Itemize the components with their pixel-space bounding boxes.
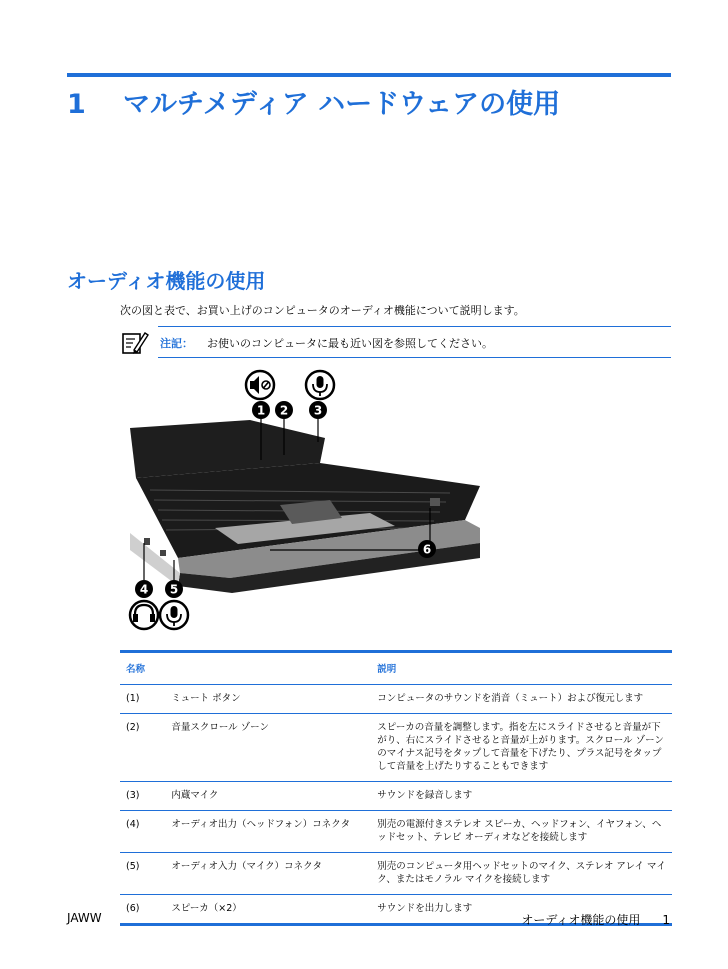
row-description: コンピュータのサウンドを消音（ミュート）および復元します	[371, 685, 672, 714]
row-description: 別売のコンピュータ用ヘッドセットのマイク、ステレオ アレイ マイク、またはモノラル マイクを接続します	[371, 853, 672, 895]
microphone-icon	[306, 371, 334, 399]
row-number: (5)	[120, 853, 165, 895]
callout-3	[309, 401, 327, 419]
header-name: 名称	[120, 652, 371, 685]
headphones-icon	[130, 601, 158, 629]
chapter-rule	[67, 73, 671, 77]
callout-3-label: 3	[313, 403, 323, 418]
note-text: お使いのコンピュータに最も近い図を参照してください。	[207, 337, 493, 350]
page-number: 1	[662, 913, 670, 927]
footer-right	[521, 911, 670, 928]
row-name: ミュート ボタン	[165, 685, 371, 714]
row-description: サウンドを録音します	[371, 782, 672, 811]
table-row	[120, 685, 672, 714]
header-description: 説明	[371, 652, 672, 685]
table-row	[120, 853, 672, 895]
table-row	[120, 714, 672, 782]
note-box	[158, 326, 671, 358]
mute-speaker-icon	[246, 371, 274, 399]
callout-5-label: 5	[169, 582, 179, 597]
table-header-row	[120, 652, 672, 685]
callout-6-label: 6	[422, 542, 432, 557]
callout-6	[418, 540, 436, 558]
row-number: (4)	[120, 811, 165, 853]
table-row	[120, 811, 672, 853]
row-name: 内蔵マイク	[165, 782, 371, 811]
chapter-title-text: マルチメディア ハードウェアの使用	[123, 89, 561, 120]
section-title: オーディオ機能の使用	[67, 269, 266, 293]
audio-components-table	[120, 650, 672, 926]
intro-paragraph: 次の図と表で、お買い上げのコンピュータのオーディオ機能について説明します。	[120, 304, 525, 317]
footer-section-title: オーディオ機能の使用	[521, 913, 641, 927]
callout-5	[165, 580, 183, 598]
row-number: (6)	[120, 895, 165, 925]
row-description: スピーカの音量を調整します。指を左にスライドさせると音量が下がり、右にスライドさせると音量が上がります。スクロール ゾーンのマイナス記号をタップして音量を下げたり、プラス記号をタップして音量を上げたりすることもできます	[371, 714, 672, 782]
callout-1	[252, 401, 270, 419]
chapter-number: 1	[67, 89, 86, 120]
microphone-jack-icon	[160, 601, 188, 629]
row-name: スピーカ（×2）	[165, 895, 371, 925]
row-name: 音量スクロール ゾーン	[165, 714, 371, 782]
row-name: オーディオ出力（ヘッドフォン）コネクタ	[165, 811, 371, 853]
callout-4-label: 4	[139, 582, 149, 597]
table-row	[120, 782, 672, 811]
chapter-title	[67, 82, 560, 121]
row-description: サウンドを出力します	[371, 895, 672, 925]
row-name: オーディオ入力（マイク）コネクタ	[165, 853, 371, 895]
callout-4	[135, 580, 153, 598]
footer-left: JAWW	[67, 911, 102, 925]
row-number: (3)	[120, 782, 165, 811]
laptop-audio-figure	[120, 368, 490, 633]
callout-2	[275, 401, 293, 419]
row-number: (2)	[120, 714, 165, 782]
note-content	[160, 335, 493, 351]
row-description: 別売の電源付きステレオ スピーカ、ヘッドフォン、イヤフォン、ヘッドセット、テレビ オーディオなどを接続します	[371, 811, 672, 853]
callout-1-label: 1	[256, 403, 266, 418]
row-number: (1)	[120, 685, 165, 714]
laptop-illustration	[130, 420, 480, 593]
note-icon	[120, 328, 150, 356]
note-label: 注記：	[160, 337, 193, 350]
callout-2-label: 2	[279, 403, 289, 418]
